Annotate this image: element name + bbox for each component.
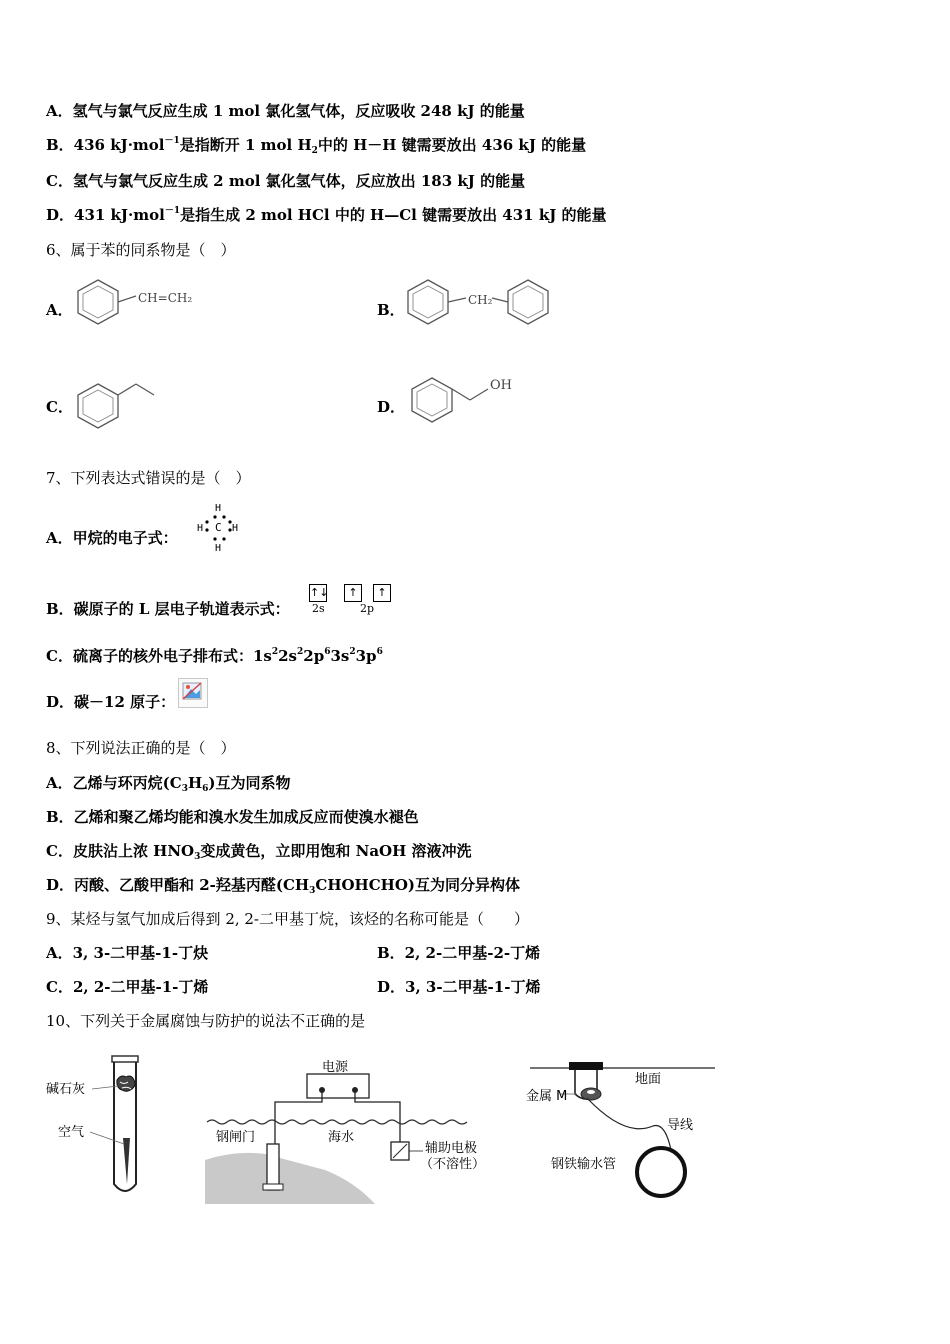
q8-option-c: C．皮肤沾上浓 $HNO_3$变成黄色，立即用饱和 NaOH 溶液冲洗: [46, 842, 472, 862]
steel-gate-label: 钢闸门: [216, 1130, 256, 1145]
orbital-2s-box: ↑↓: [309, 584, 327, 602]
q8-option-b: B．乙烯和聚乙烯均能和溴水发生加成反应而使溴水褪色: [46, 808, 419, 826]
orbital-2p-label: 2p: [360, 602, 375, 615]
broken-image-icon: [178, 678, 208, 708]
q7-option-a: A．甲烷的电子式：: [46, 529, 178, 547]
svg-text:H: H: [232, 523, 239, 534]
aux-electrode-label: 辅助电极: [425, 1141, 478, 1156]
svg-text:C: C: [215, 521, 222, 534]
svg-text:H: H: [215, 503, 222, 514]
hydroxyl-label: OH: [490, 378, 512, 393]
q6-label-d: D．: [377, 398, 406, 416]
seawater-label: 海水: [328, 1130, 355, 1145]
orbital-2p-box-2: ↑: [373, 584, 391, 602]
q9-option-a: A．3, 3-二甲基-1-丁炔: [46, 944, 209, 962]
q7-option-d: D．碳－12 原子：: [46, 693, 176, 711]
styrene-label: CH=CH₂: [138, 291, 193, 305]
q6-label-b: B．: [377, 301, 405, 319]
q7-option-c: C．硫离子的核外电子排布式：$1s^22s^22p^63s^23p^6$: [46, 647, 383, 665]
q5-option-c: C．氢气与氯气反应生成 2 mol 氯化氢气体，反应放出 183 kJ 的能量: [46, 172, 526, 190]
steel-pipe-label: 钢铁输水管: [551, 1157, 617, 1172]
ground-label: 地面: [635, 1072, 662, 1087]
diphenylmethane-structure: [404, 278, 554, 326]
q6-label-c: C．: [46, 398, 73, 416]
methylene-label: CH₂: [468, 293, 493, 307]
metal-m-label: 金属 M: [526, 1089, 568, 1104]
svg-text:H: H: [215, 543, 222, 554]
q6-label-a: A．: [46, 301, 73, 319]
q9-option-d: D．3, 3-二甲基-1-丁烯: [377, 978, 541, 996]
orbital-2p-box-1: ↑: [344, 584, 362, 602]
buried-pipe-figure: [525, 1058, 725, 1198]
q7-stem: 7、下列表达式错误的是（ ）: [46, 469, 251, 487]
q10-stem: 10、下列关于金属腐蚀与防护的说法不正确的是: [46, 1012, 366, 1030]
svg-text:H: H: [197, 523, 204, 534]
q6-stem: 6、属于苯的同系物是（ ）: [46, 241, 236, 259]
air-label: 空气: [58, 1125, 85, 1140]
insoluble-label: （不溶性）: [420, 1157, 486, 1172]
q8-stem: 8、下列说法正确的是（ ）: [46, 739, 236, 757]
q7-option-b: B．碳原子的 L 层电子轨道表示式：: [46, 600, 290, 618]
styrene-structure: [74, 278, 204, 326]
q5-option-d: D．431 kJ·mol$^{-1}$是指生成 2 mol HCl 中的 H—Cl 键需要放出 431 kJ 的能量: [46, 206, 607, 224]
power-supply-label: 电源: [322, 1060, 349, 1075]
q9-option-c: C．2, 2-二甲基-1-丁烯: [46, 978, 209, 996]
soda-lime-label: 碱石灰: [46, 1082, 86, 1097]
methane-electron-formula: [195, 500, 245, 556]
q5-option-a: A．氢气与氯气反应生成 1 mol 氯化氢气体，反应吸收 248 kJ 的能量: [46, 102, 525, 120]
q8-option-a: A．乙烯与环丙烷$(C_3H_6)$互为同系物: [46, 774, 291, 794]
wire-label: 导线: [667, 1118, 694, 1133]
q5-option-b: B．436 kJ·mol$^{-1}$是指断开 1 mol $H_2$中的 H－H 键需要放出 436 kJ 的能量: [46, 136, 587, 156]
q9-option-b: B．2, 2-二甲基-2-丁烯: [377, 944, 541, 962]
q8-option-d: D．丙酸、乙酸甲酯和 2-羟基丙醛$(CH_3CHOHCHO)$互为同分异构体: [46, 876, 520, 896]
benzyl-alcohol-structure: [408, 370, 528, 426]
q9-stem: 9、某烃与氢气加成后得到 2, 2-二甲基丁烷，该烃的名称可能是（ ）: [46, 910, 530, 928]
ethylbenzene-structure: [74, 380, 164, 430]
orbital-2s-label: 2s: [312, 602, 325, 615]
